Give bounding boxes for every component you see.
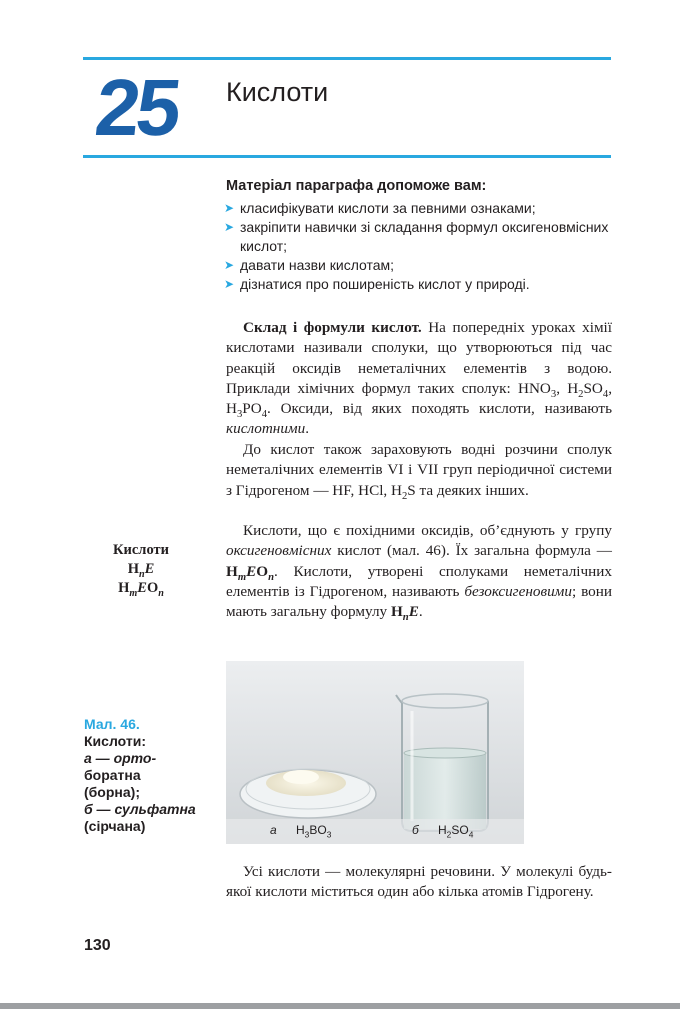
formula-subscript: 3 <box>304 829 310 840</box>
formula-subscript: 3 <box>326 829 332 840</box>
side-note <box>96 541 186 598</box>
text-run: На попередніх уроках хімії кислотами називали сполуки, що утворюються під час реакцій оксидів неметалічних елементів з водою. Приклади хімічних формул таких сполук: <box>226 319 612 397</box>
formula-part: E <box>408 603 419 621</box>
formula-part: H <box>567 379 579 397</box>
chapter-title: Кислоти <box>226 77 329 107</box>
photo-label-b: б <box>412 823 419 837</box>
goal-item <box>222 199 614 218</box>
paragraph-hydrogen-compounds <box>226 440 612 501</box>
side-note-formula-oxygen <box>96 579 186 598</box>
formula-part: SO <box>451 823 469 837</box>
formula-part: H <box>391 481 402 499</box>
paragraph-molecular: Усі кислоти — молекулярні речовини. У молекулі будь-якої кислоти міститься один або кілька атомів Гідрогену. <box>226 863 612 901</box>
term: безоксигеновими <box>464 582 572 600</box>
formula-part: H <box>226 400 237 418</box>
sulfuric-acid-liquid <box>404 753 486 829</box>
formula-part: BO <box>309 823 327 837</box>
photo-formula-a <box>296 823 332 840</box>
side-note-formula-oxygen-free <box>96 560 186 579</box>
figure-caption-line <box>84 801 214 818</box>
figure-caption-line: (борна); <box>84 784 140 800</box>
formula-part: PO <box>242 400 262 418</box>
formula-subscript: 4 <box>468 829 474 840</box>
goal-text: дізнатися про поширеність кислот у природі. <box>240 276 530 292</box>
term: кислотними <box>226 420 306 438</box>
figure-caption-title: Мал. 46. <box>84 716 140 732</box>
text-run: . Оксиди, від яких походять кислоти, називають <box>267 400 612 418</box>
formula-part: H <box>118 580 130 596</box>
section-lead: Склад і формули кислот. <box>243 319 422 336</box>
header-top-rule <box>83 57 611 60</box>
formula-part: O <box>146 580 159 596</box>
formula-subscript: 4 <box>261 409 268 421</box>
formula-subscript: 3 <box>550 388 557 400</box>
goal-text: класифікувати кислоти за певними ознаками; <box>240 200 536 216</box>
figure-caption-line <box>84 750 214 767</box>
paragraph-composition <box>226 318 612 440</box>
formula-part: E <box>246 562 257 580</box>
goal-item <box>222 275 614 294</box>
goals-heading: Матеріал параграфа допоможе вам: <box>226 178 487 194</box>
acids-photo <box>226 661 524 844</box>
formula-part: S <box>407 481 416 499</box>
page-number: 130 <box>84 937 111 954</box>
text-run: ; вони мають загальну формулу <box>226 582 612 621</box>
goals-list <box>222 199 614 294</box>
formula-subscript: n <box>138 568 145 580</box>
caption-text: а — орто- <box>84 750 157 766</box>
paragraph-acid-groups <box>226 521 612 622</box>
text-run: кислот (мал. 46). Їх загальна формула — <box>331 542 612 560</box>
figure-caption-line: боратна <box>84 767 141 783</box>
term: оксигеновмісних <box>226 542 332 560</box>
formula-subscript: 3 <box>236 409 243 421</box>
arrow-bullet-icon: ➤ <box>224 201 235 215</box>
goal-item <box>222 218 614 256</box>
arrow-bullet-icon: ➤ <box>224 220 235 234</box>
goal-item <box>222 256 614 275</box>
text-run: Кислоти, що є похідними оксидів, об’єднують у групу <box>243 522 612 539</box>
photo-formula-b <box>438 823 474 840</box>
header-bottom-rule <box>83 155 611 158</box>
caption-text: б — сульфатна <box>84 801 196 817</box>
photo-label-a: а <box>270 823 277 837</box>
figure-caption <box>84 716 214 835</box>
goal-text: закріпити навички зі складання формул оксигеновмісних кислот; <box>240 219 609 254</box>
figure-caption-line: Кислоти: <box>84 733 146 749</box>
formula-subscript: m <box>237 571 247 583</box>
text-run: , <box>608 379 613 397</box>
formula-subscript: 2 <box>578 388 584 400</box>
formula-part: H <box>127 561 139 577</box>
formula-subscript: m <box>129 587 138 599</box>
formula-part: E <box>137 580 147 596</box>
text-run: До кислот також зараховують водні розчини сполук неметалічних елементів VI і VII груп періодичної системи з Гідрогеном — HF, HCl, <box>226 441 612 499</box>
formula-part: HNO <box>517 379 551 397</box>
formula-subscript: 4 <box>602 388 609 400</box>
text-run: , <box>556 379 568 397</box>
text-run: та деяких інших. <box>415 481 529 499</box>
arrow-bullet-icon: ➤ <box>224 258 235 272</box>
formula-part: O <box>256 562 269 580</box>
acids-photo-illustration <box>226 661 524 844</box>
formula-subscript: 2 <box>401 490 408 502</box>
formula-part: H <box>296 823 305 837</box>
formula-part: E <box>144 561 155 577</box>
text-run: . <box>305 420 310 438</box>
formula-part: SO <box>583 379 603 397</box>
text-run: . Кислоти, утворені сполуками неметалічних елементів із Гідрогеном, називають <box>226 562 612 600</box>
formula-subscript: n <box>268 571 274 583</box>
arrow-bullet-icon: ➤ <box>224 277 235 291</box>
footer-bar <box>0 1003 680 1009</box>
chapter-number: 25 <box>91 63 182 152</box>
formula-part: H <box>390 603 403 621</box>
goal-text: давати назви кислотам; <box>240 257 395 273</box>
text-run: . <box>418 603 423 621</box>
formula-subscript: 2 <box>446 829 452 840</box>
formula-part: H <box>438 823 447 837</box>
formula-part: H <box>226 562 238 580</box>
side-note-title: Кислоти <box>113 542 169 558</box>
formula-subscript: n <box>402 612 409 624</box>
formula-subscript: n <box>158 587 164 599</box>
figure-caption-line: (сірчана) <box>84 818 146 834</box>
